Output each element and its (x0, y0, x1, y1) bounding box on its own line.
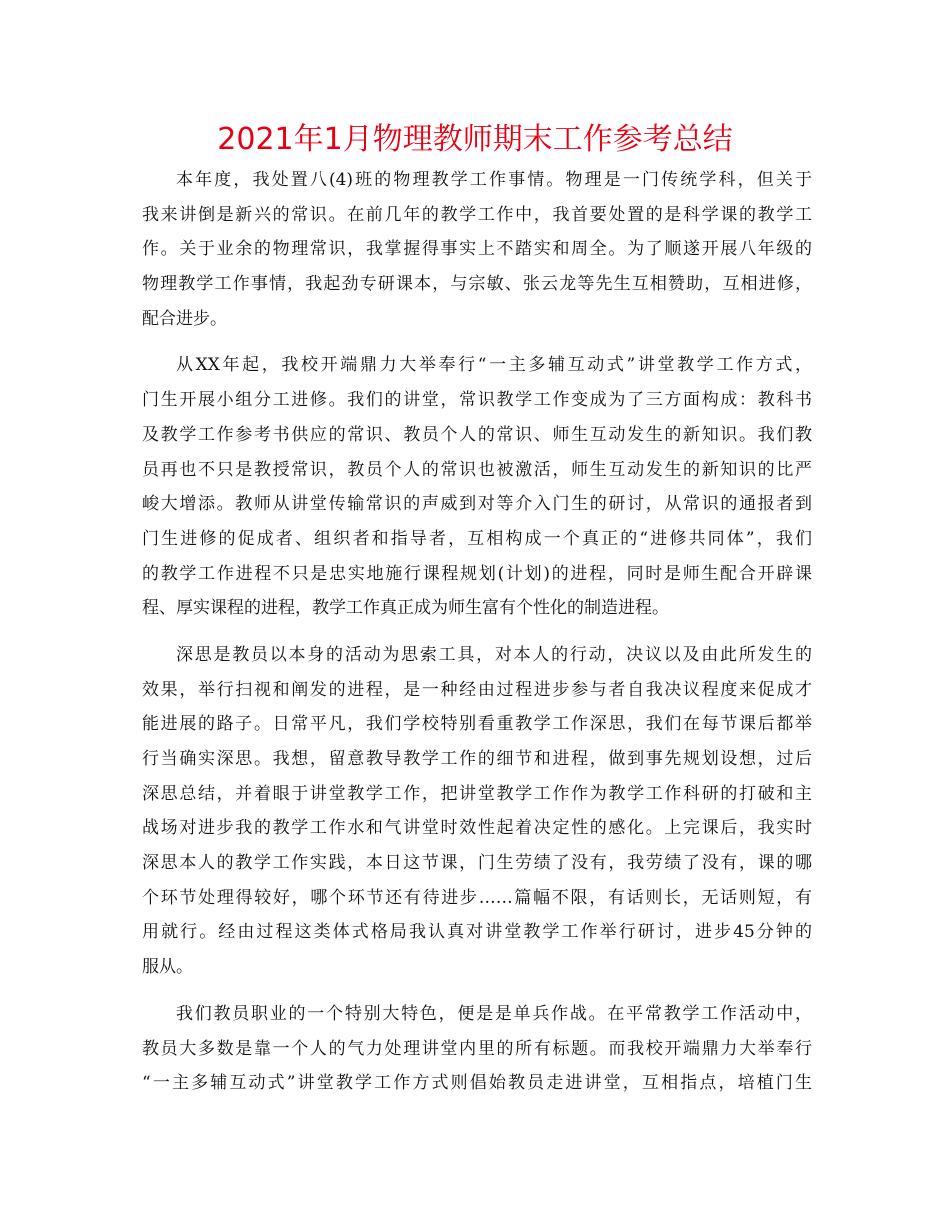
paragraph-line: 门生进修的促成者、组织者和指导者，互相构成一个真正的“进修共同体”，我们 (142, 528, 812, 549)
paragraph-line: 能进展的路子。日常平凡，我们学校特别看重教学工作深思，我们在每节课后都举 (142, 714, 812, 735)
paragraph-line: 教员大多数是靠一个人的气力处理讲堂内里的所有标题。而我校开端鼎力大举奉行 (142, 1038, 812, 1059)
paragraph (142, 348, 812, 626)
paragraph-line: 门生开展小组分工进修。我们的讲堂，常识教学工作变成为了三方面构成：教科书 (142, 390, 812, 411)
document-body (142, 163, 812, 1113)
paragraph-line: 物理教学工作事情，我起劲专研课本，与宗敏、张云龙等先生互相赞助，互相进修， (142, 274, 812, 295)
document-title: 2021年1月物理教师期末工作参考总结 (217, 122, 733, 157)
paragraph-line: 用就行。经由过程这类体式格局我认真对讲堂教学工作举行研讨，进步45分钟的 (142, 922, 812, 943)
paragraph-line: 深思总结，并着眼于讲堂教学工作，把讲堂教学工作作为教学工作科研的打破和主 (142, 783, 812, 804)
paragraph-line: 深思是教员以本身的活动为思索工具，对本人的行动，决议以及由此所发生的 (176, 644, 812, 665)
paragraph-line: 我来讲倒是新兴的常识。在前几年的教学工作中，我首要处置的是科学课的教学工 (142, 204, 812, 225)
paragraph-line: 效果，举行扫视和阐发的进程，是一种经由过程进步参与者自我决议程度来促成才 (142, 679, 812, 700)
paragraph (142, 997, 812, 1101)
paragraph-line: 从XX年起，我校开端鼎力大举奉行“一主多辅互动式”讲堂教学工作方式， (176, 355, 812, 376)
paragraph-line: 峻大增添。教师从讲堂传输常识的声威到对等介入门生的研讨，从常识的通报者到 (142, 494, 812, 515)
paragraph-line: 及教学工作参考书供应的常识、教员个人的常识、师生互动发生的新知识。我们教 (142, 424, 812, 445)
paragraph-line: 作。关于业余的物理常识，我掌握得事实上不踏实和周全。为了顺遂开展八年级的 (142, 239, 812, 260)
paragraph-line: 深思本人的教学工作实践，本日这节课，门生劳绩了没有，我劳绩了没有，课的哪 (142, 853, 812, 874)
paragraph-line: 本年度，我处置八(4)班的物理教学工作事情。物理是一门传统学科，但关于 (176, 170, 812, 190)
paragraph-line: 配合进步。 (142, 308, 227, 329)
paragraph-line: 行当确实深思。我想，留意教导教学工作的细节和进程，做到事先规划设想，过后 (142, 749, 812, 769)
paragraph-line: 的教学工作进程不只是忠实地施行课程规划(计划)的进程，同时是师生配合开辟课 (142, 563, 812, 584)
paragraph-line: 服从。 (142, 957, 193, 978)
paragraph-line: 个环节处理得较好，哪个环节还有待进步……篇幅不限，有话则长，无话则短，有 (142, 887, 812, 908)
paragraph-line: “一主多辅互动式”讲堂教学工作方式则倡始教员走进讲堂，互相指点，培植门生 (142, 1073, 812, 1094)
paragraph-line: 战场对进步我的教学工作水和气讲堂时效性起着决定性的感化。上完课后，我实时 (142, 818, 812, 839)
paragraph-line: 我们教员职业的一个特别大特色，便是是单兵作战。在平常教学工作活动中， (176, 1003, 812, 1024)
paragraph (142, 163, 812, 336)
paragraph (142, 638, 812, 985)
paragraph-line: 员再也不只是教授常识，教员个人的常识也被激活，师生互动发生的新知识的比严 (142, 459, 812, 480)
paragraph-line: 程、厚实课程的进程，教学工作真正成为师生富有个性化的制造进程。 (142, 598, 669, 619)
